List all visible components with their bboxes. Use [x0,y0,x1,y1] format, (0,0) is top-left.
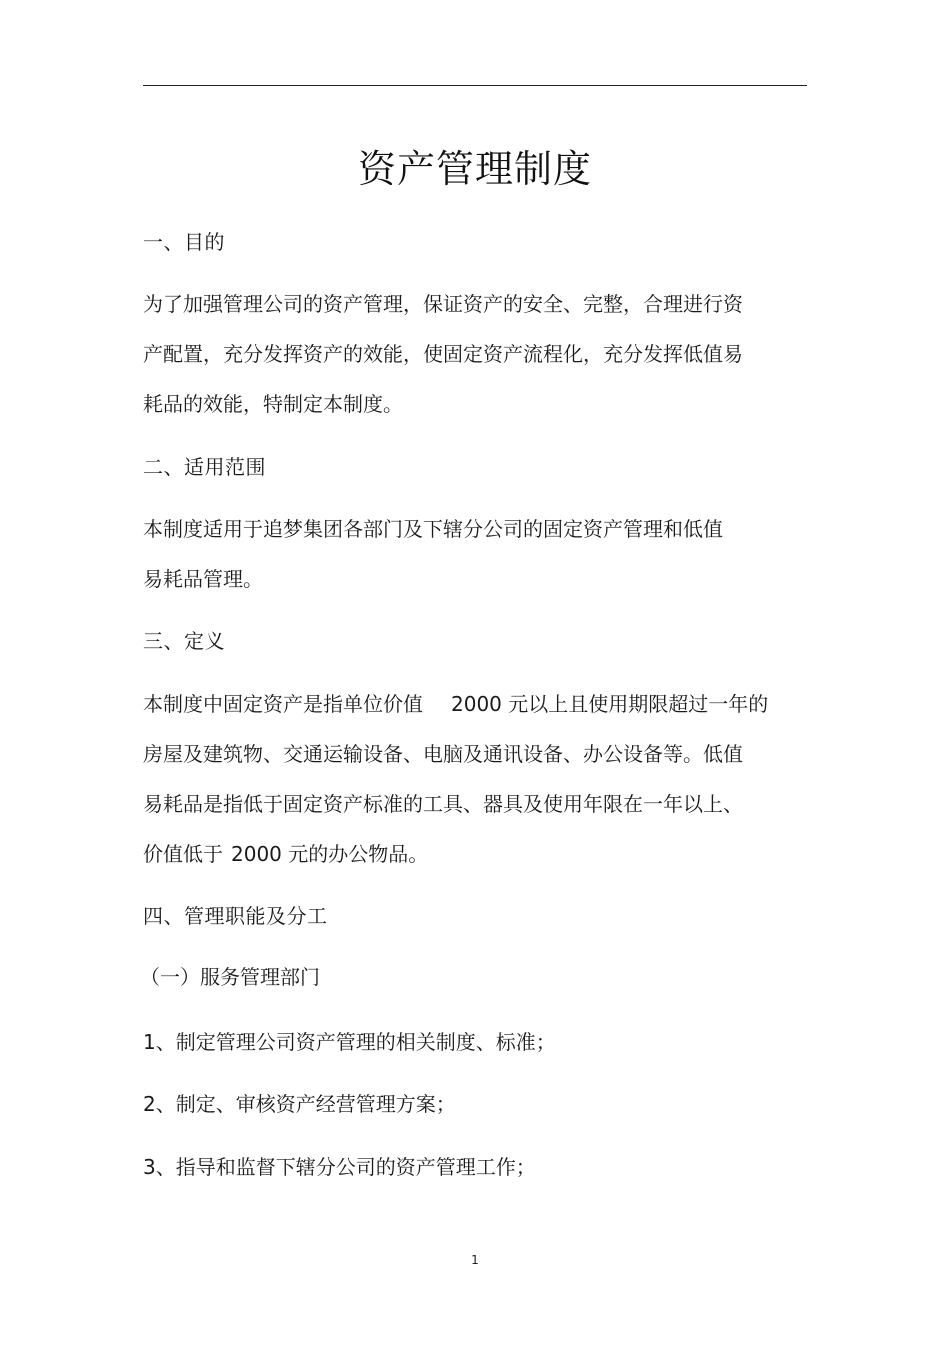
paragraph-line: 本制度适用于追梦集团各部门及下辖分公司的固定资产管理和低值 [143,517,723,541]
definition-text-b: 2000 元以上且使用期限超过一年的 [451,692,769,716]
page-number: 1 [471,1253,479,1267]
section-heading-duties: 四、管理职能及分工 [143,904,328,928]
paragraph-line: 易耗品管理。 [143,567,263,591]
list-item: 3、指导和监督下辖分公司的资产管理工作； [143,1155,536,1179]
section-heading-purpose: 一、目的 [143,230,225,254]
definition-text-d: 2000 元的办公物品。 [231,842,429,866]
paragraph-line: 为了加强管理公司的资产管理，保证资产的安全、完整，合理进行资 [143,292,743,316]
paragraph-line: 耗品的效能，特制定本制度。 [143,392,403,416]
list-item: 1、制定管理公司资产管理的相关制度、标准； [143,1030,556,1054]
paragraph-line: 易耗品是指低于固定资产标准的工具、器具及使用年限在一年以上、 [143,792,743,816]
subsection-heading: （一）服务管理部门 [140,965,320,989]
list-item: 2、制定、审核资产经营管理方案； [143,1092,456,1116]
definition-text-c: 价值低于 [143,842,223,866]
paragraph-line: 房屋及建筑物、交通运输设备、电脑及通讯设备、办公设备等。低值 [143,742,743,766]
paragraph-line [143,839,428,869]
section-heading-scope: 二、适用范围 [143,455,266,479]
document-title: 资产管理制度 [357,147,592,191]
paragraph-line [143,689,768,719]
section-heading-definition: 三、定义 [143,629,225,653]
definition-text-a: 本制度中固定资产是指单位价值 [143,692,423,716]
paragraph-line: 产配置，充分发挥资产的效能，使固定资产流程化，充分发挥低值易 [143,342,743,366]
header-rule [143,85,807,86]
